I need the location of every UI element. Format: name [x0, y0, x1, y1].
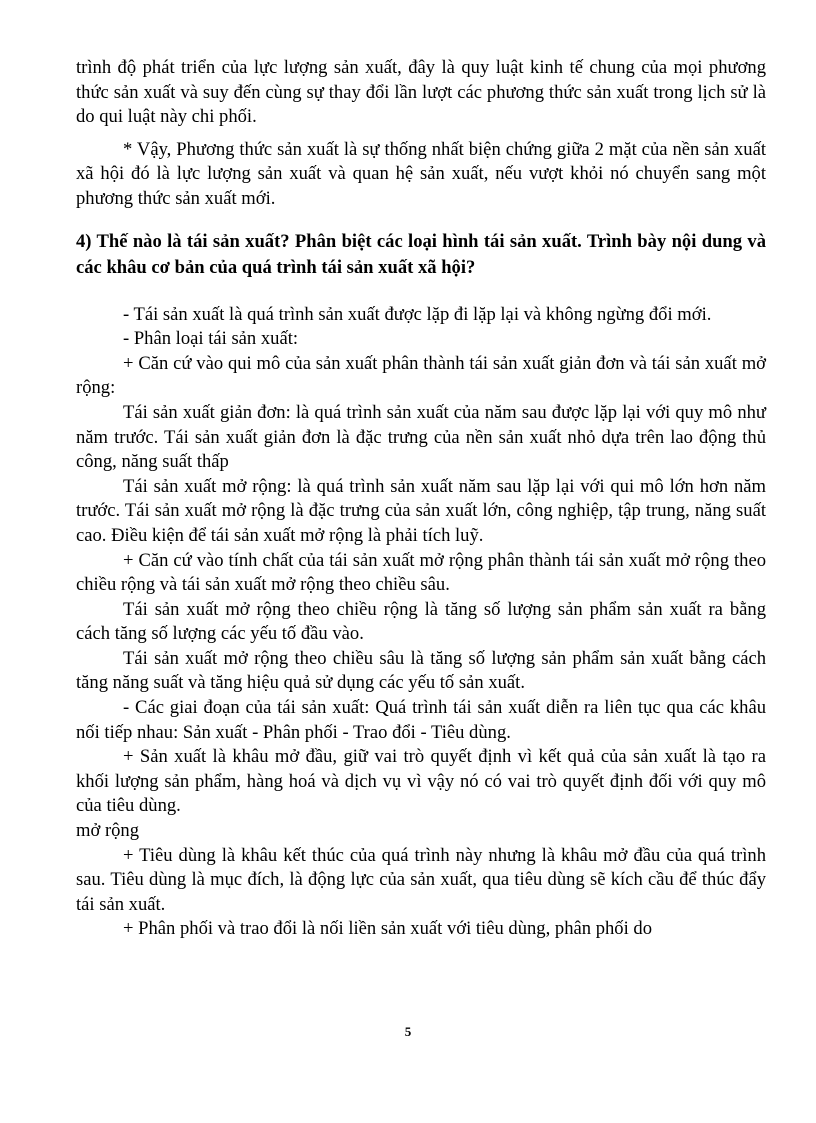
paragraph-stages: - Các giai đoạn của tái sản xuất: Quá trình tái sản xuất diễn ra liên tục qua các khâu nối tiếp nhau: Sản xuất - Phân phối - Trao đổi - Tiêu dùng. [76, 697, 766, 743]
paragraph-distribution: + Phân phối và trao đổi là nối liền sản xuất với tiêu dùng, phân phối do [123, 918, 652, 940]
stray-line: mở rộng [76, 820, 140, 842]
paragraph-definition: - Tái sản xuất là quá trình sản xuất được lặp đi lặp lại và không ngừng đổi mới. [123, 303, 712, 325]
paragraph-breadth: Tái sản xuất mở rộng theo chiều rộng là tăng số lượng sản phẩm sản xuất ra bằng cách tăng số lượng các yếu tố đầu vào. [76, 598, 766, 645]
paragraph-nature-basis: + Căn cứ vào tính chất của tái sản xuất mở rộng phân thành tái sản xuất mở rộng theo chiều rộng và tái sản xuất mở rộng theo chiều sâu. [76, 549, 766, 596]
paragraph-simple-reproduction: Tái sản xuất giản đơn: là quá trình sản xuất của năm sau được lặp lại với quy mô như năm trước. Tái sản xuất giản đơn là đặc trưng của nền sản xuất nhỏ dựa trên lao động thủ công, năng suất thấp [76, 401, 766, 473]
paragraph-consumption: + Tiêu dùng là khâu kết thúc của quá trình này nhưng là khâu mở đầu của quá trình sau. Tiêu dùng là mục đích, là động lực của sản xuất, qua tiêu dùng sẽ kích cầu để thúc đẩy tái sản xuất. [76, 844, 766, 915]
paragraph-extended-reproduction: Tái sản xuất mở rộng: là quá trình sản xuất năm sau lặp lại với qui mô lớn hơn năm trước. Tái sản xuất mở rộng là đặc trưng của sản xuất lớn, công nghiệp, tập trung, năng suất cao. Điều kiện để tái sản xuất mở rộng là phải tích luỹ. [76, 475, 766, 546]
paragraph-scale-basis: + Căn cứ vào qui mô của sản xuất phân thành tái sản xuất giản đơn và tái sản xuất mở rộng: [76, 352, 766, 399]
page-number: 5 [404, 1024, 412, 1039]
section-heading: 4) Thế nào là tái sản xuất? Phân biệt các loại hình tái sản xuất. Trình bày nội dung và các khâu cơ bản của quá trình tái sản xuất xã hội? [76, 230, 766, 278]
paragraph-depth: Tái sản xuất mở rộng theo chiều sâu là tăng số lượng sản phẩm sản xuất bằng cách tăng năng suất và tăng hiệu quả sử dụng các yếu tố sản xuất. [76, 647, 766, 694]
paragraph-conclusion: * Vậy, Phương thức sản xuất là sự thống nhất biện chứng giữa 2 mặt của nền sản xuất xã hội đó là lực lượng sản xuất và quan hệ sản xuất, nếu vượt khỏi nó chuyển sang một phương thức sản xuất mới. [76, 138, 766, 209]
paragraph-classification: - Phân loại tái sản xuất: [123, 328, 299, 350]
paragraph-continued: trình độ phát triển của lực lượng sản xuất, đây là quy luật kinh tế chung của mọi phương thức sản xuất và suy đến cùng sự thay đổi lần lượt các phương thức sản xuất trong lịch sử là do qui luật này chi phối. [76, 57, 766, 128]
paragraph-production: + Sản xuất là khâu mở đầu, giữ vai trò quyết định vì kết quả của sản xuất là tạo ra khối lượng sản phẩm, hàng hoá và dịch vụ vì vậy nó có vai trò quyết định đối với quy mô của tiêu dùng. [76, 746, 766, 817]
page-content [76, 56, 766, 942]
